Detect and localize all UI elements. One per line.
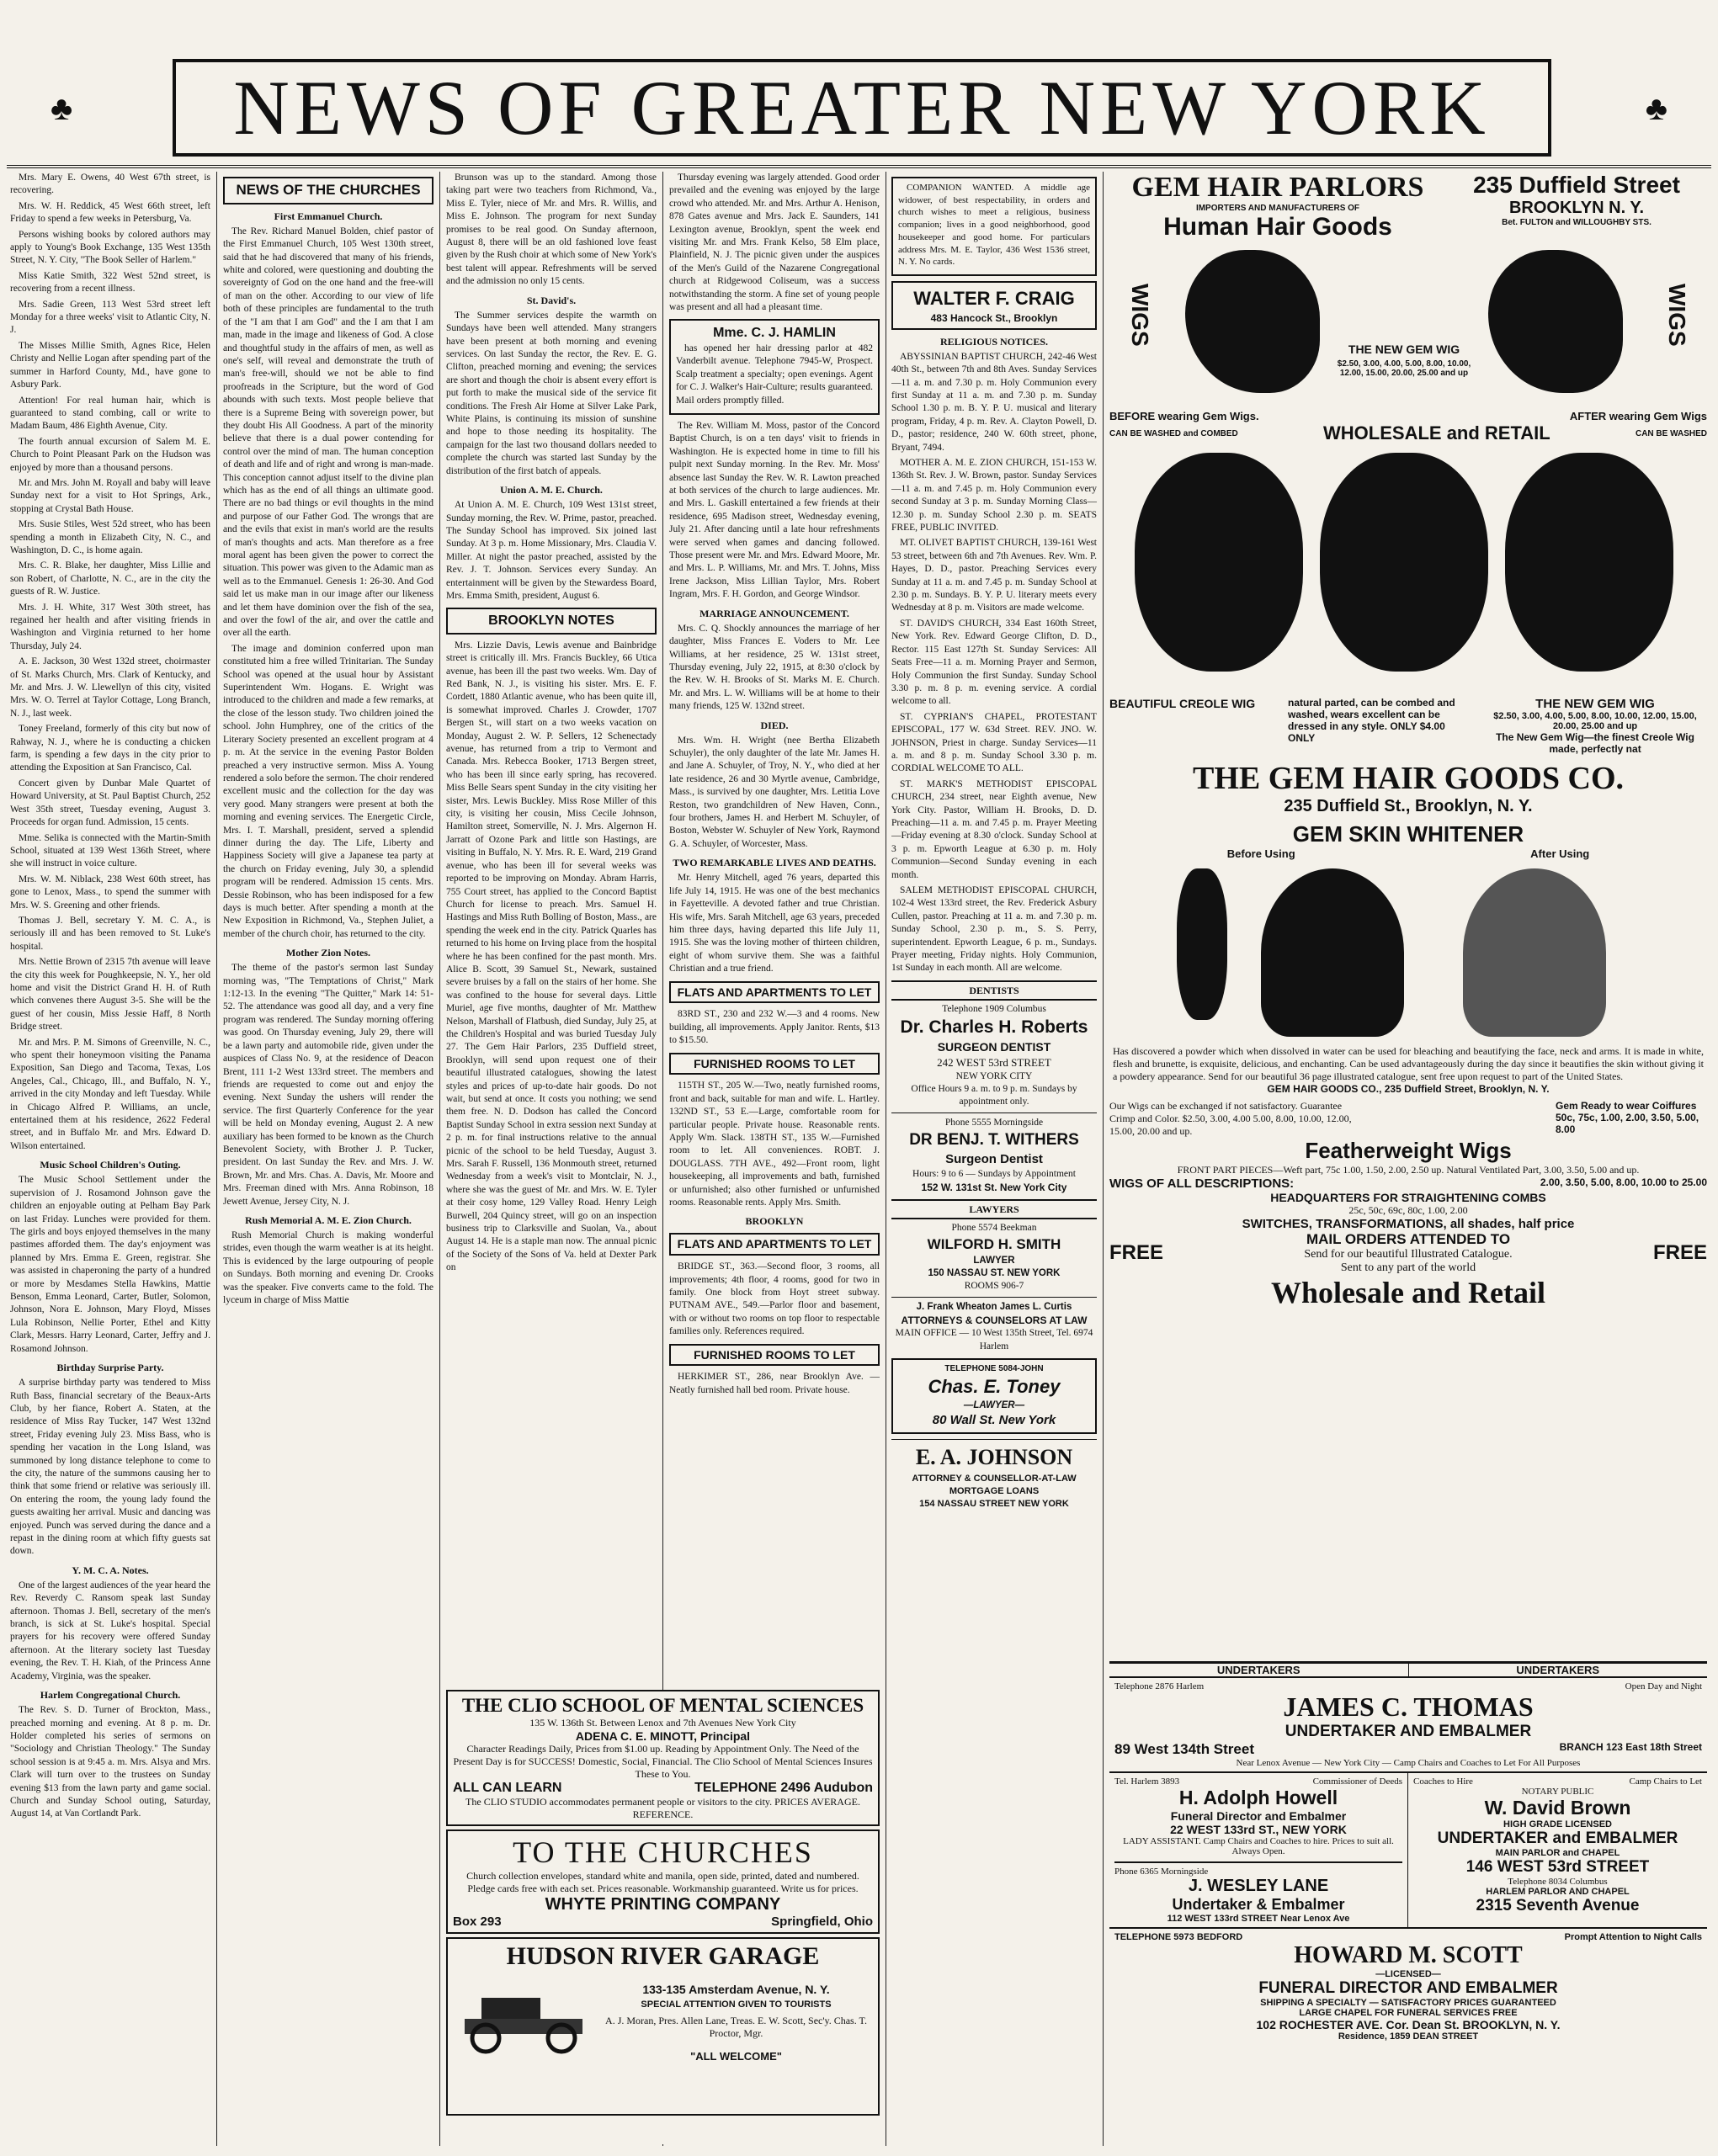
howell-top (1114, 1776, 1402, 1787)
local-news-items (10, 172, 210, 1153)
section-heading: LAWYERS (891, 1199, 1097, 1219)
news-item: Mr. and Mrs. P. M. Simons of Greenville, N. C., who spent their honeymoon visiting the Panama Exposition, San Diego and Tacoma, Texas, Los Angeles, Cal., Chicago, Ill., and Buffalo, N. Y., arrived in the city Monday and left Tuesday. While in Chicago Alfred P. Williams, an uncle, entertained them at his residence, 2622 Federal street, and in Buffalo Mr. and Mrs. Edward D. Wilson entertained. (10, 1037, 210, 1151)
scott-address: 102 ROCHESTER AVE. Cor. Dean St. BROOKLYN, N. Y. (1256, 2018, 1561, 2031)
hamlin-ad (669, 319, 880, 414)
lawyer-title: ATTORNEY & COUNSELLOR-AT-LAW (912, 1474, 1077, 1484)
lawyer-smith-ad (891, 1222, 1097, 1293)
mail-orders: MAIL ORDERS ATTENDED TO (1306, 1231, 1511, 1247)
classified-text: 115TH ST., 205 W.—Two, neatly furnished rooms, front and back, suitable for man and wife. L. Hartley. 132ND ST., 53 E.—Large, comfortable room for particular people. Private house. Reasonable rents. Apply Wm. Slack. 138TH ST., 135 W.—Furnished room to let. All conveniences. ROBT. J. DOUGLASS. 7TH AVE., 492—Front room, light housekeeping, all improvements and bath, furnished or unfurnished; also other furnished or unfurnished rooms. Reasonable rents. Apply Mrs. Smith. (669, 1081, 880, 1208)
undertakers-heading-row (1109, 1664, 1707, 1678)
article-text: One of the largest audiences of the year heard the Rev. Reverdy C. Ransom speak last Sunday afternoon. Thomas J. Bell, secretary of the men's branch, is sick at St. Luke's hospital. Special prayers for his recovery were offered Sunday afternoon. At the literary society last Tuesday evening, the Rev. T. H. Kiah, of the Princess Anne Academy, Virginia, was the speaker. (10, 1580, 210, 1681)
craig-address: 483 Hancock St., Brooklyn (930, 311, 1058, 324)
companion-wanted (891, 177, 1097, 276)
article-heading: Y. M. C. A. Notes. (72, 1564, 149, 1576)
brooklyn-notes-title: BROOKLYN NOTES (488, 613, 614, 629)
wholesale-retail: Wholesale and Retail (1270, 1276, 1545, 1309)
front-part-pieces: FRONT PART PIECES—Weft part, 75c 1.00, 1.50, 2.00, 2.50 up. Natural Ventilated Part, 3.00, 3.50, 5.00 and up. (1177, 1164, 1640, 1176)
lawyer-telephone: TELEPHONE 5084-JOHN (944, 1364, 1044, 1374)
all-descriptions-label: WIGS OF ALL DESCRIPTIONS: (1109, 1176, 1295, 1191)
whyte-printing: WHYTE PRINTING COMPANY (545, 1895, 781, 1914)
article-text: Mrs. C. Q. Shockly announces the marriage of her daughter, Miss Frances E. Voders to Mr. Lee Williams, at her residence, 25 W. 131st street, Thursday evening, July 22, 1915, at 8:30 o'clock by the Rev. W. H. Brooks of St. Marks M. E. Church. Mr. and Mrs. L. W. Williams will be at home to their many friends, 125 W. 132nd street. (669, 623, 880, 712)
article-heading: DIED. (760, 719, 789, 731)
gem-skin-whitener: GEM SKIN WHITENER (1292, 821, 1524, 847)
hudson-garage-ad (446, 1937, 880, 2116)
howell-address: 22 WEST 133rd ST., NEW YORK (1170, 1823, 1347, 1836)
article-heading: St. David's. (526, 294, 577, 306)
before-using-label: Before Using (1226, 847, 1295, 860)
gem-company: THE GEM HAIR GOODS CO. (1193, 761, 1624, 796)
article-text: Mr. Henry Mitchell, aged 76 years, departed this life July 14, 1915. He was one of the best mechanics in Fayetteville. A devoted father and true Christian. His wife, Mrs. Sarah Mitchell, age 63 years, preceded him three days, having departed this life July 11, 1915. She was the loving mother of thirteen children, eight of whom survive them. She was a faithful Christian and a true friend. (669, 873, 880, 974)
dentist-name: DR BENJ. T. WITHERS (909, 1131, 1079, 1150)
wig-profile-icon (1185, 250, 1320, 393)
new-gem-wig-label: THE NEW GEM WIG (1535, 697, 1655, 711)
gem-city: BROOKLYN N. Y. (1508, 199, 1645, 217)
thomas-open: Open Day and Night (1625, 1681, 1702, 1691)
comb-prices: 25c, 50c, 69c, 80c, 1.00, 2.00 (1348, 1204, 1468, 1216)
article-heading: Mother Zion Notes. (285, 947, 371, 959)
brown-name: W. David Brown (1484, 1797, 1631, 1819)
creole-wig-icon (1505, 453, 1673, 672)
masthead-rule (7, 165, 1711, 168)
lawyer-title: ATTORNEYS & COUNSELORS AT LAW (901, 1314, 1088, 1327)
thomas-note: Near Lenox Avenue — New York City — Camp Chairs and Coaches to Let For All Purposes (1236, 1758, 1581, 1768)
undertakers-left (1109, 1773, 1408, 1927)
column-1 (10, 172, 210, 2146)
wholesale-row (1109, 422, 1707, 444)
brown-notary: NOTARY PUBLIC (1521, 1787, 1594, 1797)
classified-text: 83RD ST., 230 and 232 W.—3 and 4 rooms. New building, all improvements. Apply Janitor. Rents, $13 to $15.50. (669, 1009, 880, 1046)
dentist-telephone: Telephone 1909 Columbus (942, 1003, 1046, 1014)
creole-title: BEAUTIFUL CREOLE WIG (1109, 697, 1256, 710)
craig-ad (891, 281, 1097, 330)
classified-title: FURNISHED ROOMS TO LET (694, 1347, 855, 1362)
garage-welcome: "ALL WELCOME" (690, 2050, 782, 2063)
garage-title: HUDSON RIVER GARAGE (506, 1942, 820, 1970)
lawyer-name: E. A. JOHNSON (915, 1445, 1073, 1470)
new-gem-wig-prices: $2.50, 3.00, 4.00, 5.00, 8.00, 10.00, 12.00, 15.00, 20.00, 25.00 and up (1493, 711, 1697, 731)
straightening-combs: HEADQUARTERS FOR STRAIGHTENING COMBS (1270, 1191, 1546, 1204)
hamlin-name: Mme. C. J. HAMLIN (713, 326, 836, 341)
lawyer-address: 150 NASSAU ST. NEW YORK (928, 1267, 1061, 1278)
brown-ad (1408, 1773, 1707, 1927)
clio-all-can-learn: ALL CAN LEARN (453, 1781, 562, 1795)
clio-text: Character Readings Daily, Prices from $1.00 up. Reading by Appointment Only. The Need of the Present Day is for SUCCESS! Domestic, Social, Financial. The Clio School of Mental Sciences Insures These to You. (453, 1743, 873, 1780)
new-wig-caption (1483, 697, 1707, 755)
news-item: Toney Freeland, formerly of this city but now of Rahway, N. J., where he is conducting a chicken farm, is spending a few days in the city prior to attending the Exposition at San Francisco, Cal. (10, 724, 210, 773)
thomas-telephone: Telephone 2876 Harlem (1114, 1681, 1205, 1691)
news-item: Mrs. C. R. Blake, her daughter, Miss Lillie and son Robert, of Charlotte, N. C., are in the city the guests of R. W. Justice. (10, 560, 210, 597)
lane-title: Undertaker & Embalmer (1172, 1896, 1345, 1913)
thomas-address: 89 West 134th Street (1114, 1741, 1254, 1757)
gem-title-block (1109, 172, 1446, 242)
gem-title: GEM HAIR PARLORS (1131, 172, 1424, 203)
skin-before-after (1109, 847, 1707, 860)
brooklyn-notes-box (446, 608, 657, 634)
wig-illustration-row (1109, 242, 1707, 410)
classified-box (669, 981, 880, 1004)
article-heading: Union A. M. E. Church. (500, 484, 603, 497)
free-label: FREE (1652, 1241, 1707, 1264)
bottom-ads (446, 1690, 880, 2144)
howell-name: H. Adolph Howell (1178, 1787, 1338, 1808)
wigs-label: WIGS (1127, 284, 1153, 347)
lawyer-toney-ad (891, 1358, 1097, 1434)
scott-name: HOWARD M. SCOTT (1294, 1942, 1523, 1968)
classified-box (669, 1053, 880, 1075)
howell-title: Funeral Director and Embalmer (1170, 1809, 1347, 1823)
washed-label: CAN BE WASHED (1635, 428, 1707, 438)
lawyer-johnson-ad (891, 1439, 1097, 1510)
article-heading: Birthday Surprise Party. (56, 1362, 164, 1374)
dentist-hours: Office Hours 9 a. m. to 9 p. m. Sundays by appointment only. (911, 1084, 1077, 1107)
garage-officers: A. J. Moran, Pres. Allen Lane, Treas. E. W. Scott, Sec'y. Chas. T. Proctor, Mgr. (605, 2015, 867, 2039)
undertakers-heading: UNDERTAKERS (1216, 1664, 1300, 1676)
lane-ad (1114, 1861, 1402, 1924)
thomas-top (1114, 1681, 1702, 1691)
gem-address-block (1446, 172, 1707, 227)
religious-notice: MOTHER A. M. E. ZION CHURCH, 151-153 W. 136th St. Rev. J. W. Brown, pastor. Sunday Services—11 a. m. and 7.45 p. m. Holy Communion every second Sunday at 3 p. m. Sunday Morning Class—12.30 p. m. Sunday School 2.30 p. m. SEATS FREE, PUBLIC INVITED. (891, 458, 1097, 534)
clio-principal: ADENA C. E. MINOTT, Principal (575, 1729, 751, 1743)
news-item: Mrs. W. H. Reddick, 45 West 66th street, left Friday to spend a few weeks in Petersburg, Va. (10, 200, 210, 225)
mail-order-row (1109, 1231, 1707, 1275)
lawyer-telephone: Phone 5574 Beekman (951, 1223, 1037, 1234)
churches-printing-ad (446, 1829, 880, 1934)
gem-company-address: 235 Duffield St., Brooklyn, N. Y. (1284, 797, 1533, 815)
column-rule (216, 172, 217, 2146)
news-item: The fourth annual excursion of Salem M. E. Church to Point Pleasant Park on the Hudson was enjoyed by more than a thousand persons. (10, 436, 210, 473)
classified-text: HERKIMER ST., 286, near Brooklyn Ave. —Neatly furnished hall bed room. Private house. (669, 1372, 880, 1395)
dentist-telephone: Phone 5555 Morningside (944, 1117, 1044, 1128)
dentist-title: SURGEON DENTIST (937, 1040, 1051, 1054)
clio-telephone: TELEPHONE 2496 Audubon (694, 1781, 873, 1795)
brown-licensed: HIGH GRADE LICENSED (1503, 1819, 1612, 1829)
companion-text: COMPANION WANTED. A middle age widower, of best respectability, in orders and church wishes to meet a religious, business companion; lives in a good neighborhood, good housekeeper and good home. For particulars address Mrs. M. E. Taylor, 436 West 1536 street, N. Y. No cards. (898, 183, 1090, 268)
classified-title: FLATS AND APARTMENTS TO LET (677, 1237, 872, 1251)
craig-name: WALTER F. CRAIG (913, 288, 1075, 310)
article-text: Mrs. Wm. H. Wright (nee Bertha Elizabeth Schuyler), the only daughter of the late Mr. James H. and Jane A. Schuyler, of Troy, N. Y., who died at her late residence, 26 and 30 Myrtle avenue, Cambridge, Mass., is survived by one daughter, Mrs. Letitia Love Reston, two grandchildren of New Haven, Conn., four brothers, James H. and Herbert M. Schuyler, of Boston, Webster W. Schuyler of New York, Raymond G. A. Schuyler, of Worcester, Mass. (669, 735, 880, 849)
religious-notice: MT. OLIVET BAPTIST CHURCH, 139-161 West 53 street, between 6th and 7th Avenues. Rev. Wm. P. Hayes, D. D., pastor. Preaching Services every Sunday at 11 a. m. and 7.45 p. m. Sunday School at 2.30 p. m. Sundays. B. Y. P. U. literary meets every Wednesday at 8 p. m. Visitors are made welcome. (891, 538, 1097, 613)
news-item: Mrs. Sadie Green, 113 West 53rd street left Monday for a three weeks' visit to Atlantic City, N. J. (10, 299, 210, 336)
whyte-footer (453, 1914, 873, 1929)
lawyer-names: J. Frank Wheaton James L. Curtis (916, 1301, 1072, 1312)
mail-catalogue: Send for our beautiful Illustrated Catalogue. (1304, 1248, 1513, 1261)
religious-notice: SALEM METHODIST EPISCOPAL CHURCH, 102-4 West 133rd street, the Rev. Frederick Asbury Cullen, pastor. Preaching at 11 a. m. and 7.30 p. m. Sunday School, 2.30 p. m., S. S. Perry, superintendent. Epworth League, 6 p. m., Sundays. Prayer meeting, Friday nights. Holy Communion, 1st Sunday in each month. All are welcome. (891, 885, 1097, 974)
news-item: Mrs. Susie Stiles, West 52d street, who has been spending a month in Elizabeth City, N. C., and Washington, D. C., is home again. (10, 519, 210, 555)
classified-title: FLATS AND APARTMENTS TO LET (677, 985, 872, 999)
article-text: The Summer services despite the warmth on Sundays have been well attended. Many strangers have been present at both morning and evening services. On last Sunday the rector, the Rev. E. G. Clifton, preached morning and evening; the services are short and though the choir is absent every effort is put forth to make the musical side of the service fit conditions. The Fresh Air Home at Silver Lake Park, White Plains, is continuing its mission of sunshine and hope to those needing its hospitality. The campaign for the last two thousand dollars needed to complete the church was started last Sunday by the distribution of the first batch of appeals. (446, 310, 657, 476)
thomas-ad (1109, 1678, 1707, 1773)
exchange-row (1109, 1100, 1707, 1138)
gem-header (1109, 172, 1707, 242)
scott-chapel: LARGE CHAPEL FOR FUNERAL SERVICES FREE (1299, 2008, 1518, 2018)
mail-order-text (1304, 1231, 1512, 1275)
brown-address: 146 WEST 53rd STREET (1465, 1858, 1650, 1876)
thomas-title: UNDERTAKER AND EMBALMER (1285, 1723, 1532, 1740)
lawyer-title: LAWYER (973, 1255, 1015, 1266)
brown-coaches: Coaches to Hire (1413, 1776, 1473, 1787)
article-heading: First Emmanuel Church. (274, 210, 383, 222)
scott-top (1114, 1932, 1702, 1942)
clover-ornament-icon: ♣ (1645, 89, 1667, 127)
dentist-roberts-ad (891, 1003, 1097, 1109)
gem-goods: Human Hair Goods (1163, 213, 1392, 241)
washed-label: CAN BE WASHED and COMBED (1109, 428, 1238, 438)
article-text: At Union A. M. E. Church, 109 West 131st street, Sunday morning, the Rev. W. Prime, pastor, preached. The Sunday School has improved. Six joined last Sunday. At 3 p. m. Home Missionary, Mrs. Claudia V. Miller. At night the pastor preached, assisted by the Rev. J. T. Johnson. Services every Sunday. An entertainment will be given by the Stewardess Board, Mrs. Emma Smith, president, August 6. (446, 500, 657, 601)
thomas-branch: BRANCH 123 East 18th Street (1559, 1741, 1702, 1753)
article-text: The Rev. William M. Moss, pastor of the Concord Baptist Church, is on a ten days' visit to friends in Washington. He is expected home in time to fill his pulpit next Sunday morning. In the Rev. Mr. Moss' absence last Sunday the Rev. W. R. Lawton preached at both services of the church to large audiences. Mr. and Mrs. L. Gaskill entertained a few friends at their residence, 695 Madison street, Wednesday evening, July 21. After dancing until a late hour refreshments were served when games and dancing followed. Those present were Mr. and Mrs. Edward Moore, Mr. and Mrs. L. P. Williams, Mr. and Mrs. T. Johns, Miss Irene Jackson, Miss Lillian Taylor, Mrs. Robert Ingram, Mrs. F. H. Gordon, and George Windsor. (669, 420, 880, 600)
clio-footer (453, 1781, 873, 1796)
mail-world: Sent to any part of the world (1340, 1261, 1476, 1274)
scott-prompt: Prompt Attention to Night Calls (1564, 1932, 1702, 1942)
column-rule (439, 172, 440, 2146)
clio-studio: The CLIO STUDIO accommodates permanent people or visitors to the city. PRICES AVERAGE. REFERENCE. (465, 1796, 860, 1820)
dentist-address: 242 WEST 53rd STREET (937, 1056, 1051, 1070)
undertakers-heading: UNDERTAKERS (1408, 1664, 1708, 1676)
before-label: BEFORE wearing Gem Wigs. (1109, 410, 1259, 422)
dentist-city: NEW YORK CITY (955, 1070, 1033, 1081)
wigs-label: WIGS (1664, 284, 1690, 347)
finest-creole-text: The New Gem Wig—the finest Creole Wig made, perfectly nat (1496, 731, 1694, 755)
article-heading: TWO REMARKABLE LIVES AND DEATHS. (673, 857, 876, 869)
news-item: Thomas J. Bell, secretary Y. M. C. A., is seriously ill and has been removed to St. Luke's hospital. (10, 915, 210, 952)
news-item: Concert given by Dunbar Male Quartet of Howard University, at St. Paul Baptist Church, 252 West 35th street, Tuesday evening, August 3. Proceeds for organ fund. Admission, 15 cents. (10, 778, 210, 828)
article-heading: Harlem Congregational Church. (40, 1689, 181, 1702)
column-5 (891, 172, 1097, 2146)
religious-notice: ST. CYPRIAN'S CHAPEL, PROTESTANT EPISCOPAL, 177 W. 63d Street. REV. JNO. W. JOHNSON, Priest in charge. Sunday Services—11 a. m. and 8 p. m. Sunday School 3.30 p. m. CORDIAL WELCOME TO ALL. (891, 711, 1097, 774)
gem-hair-ad (1109, 172, 1707, 1654)
featherweight-wigs: Featherweight Wigs (1305, 1138, 1512, 1163)
lawyer-address: MAIN OFFICE — 10 West 135th Street, Tel. 6974 Harlem (895, 1328, 1093, 1351)
clio-title: THE CLIO SCHOOL OF MENTAL SCIENCES (461, 1695, 864, 1716)
wig-profile-icon (1488, 250, 1623, 393)
lane-name: J. WESLEY LANE (1188, 1877, 1329, 1895)
scott-shipping: SHIPPING A SPECIALTY — SATISFACTORY PRICES GUARANTEED (1260, 1998, 1556, 2008)
article-text: The Rev. S. D. Turner of Brockton, Mass., preached morning and evening. At 8 p. m. Dr. Holder completed his series of sermons on "Sociology and Christian Theology." The Sunday school session is at 9:45 a. m. Mrs. Alsya and Mrs. Clark will turn over to the trustees on Sunday evening $13 from the lawn party and game social. Church and Sunday School outing, Saturday, August 14, at Van Cortlandt Park. (10, 1705, 210, 1819)
creole-wig-icon (1320, 453, 1488, 672)
lawyer-subtitle: MORTGAGE LOANS (949, 1485, 1040, 1496)
switches-line: SWITCHES, TRANSFORMATIONS, all shades, half price (1242, 1217, 1575, 1231)
portrait-before-icon (1261, 868, 1404, 1037)
creole-description: natural parted, can be combed and washed, wears excellent can be dressed in any style. ONLY $4.00 ONLY (1288, 697, 1455, 744)
brown-main: MAIN PARLOR and CHAPEL (1495, 1848, 1620, 1858)
article-text: The theme of the pastor's sermon last Sunday morning was, "The Temptations of Christ," Mark 1:12-13. In the evening "The Quitter," Mark 14: 51-52. The attendance was good all day, and a very fine program was rendered. The Sunday morning offering was good. On Thursday evening, July 29, there will be a lawn party and automobile ride, given under the auspices of Class No. 9, at the residence of Deacon Brent, 111 1-2 West 133rd street. The members and friends are requested to come out and enjoy the evening. Next Sunday the ushers will render the service. The first Quarterly Conference for the year will be held on Monday evening, August 2. A new auxiliary has been formed to be known as the Church Benevolent Society, with Brother J. P. Tucker, president. On last Sunday the Rev. and Mrs. J. W. Brown, Mr. and Mrs. Chas. A. Davis, Mr. Moore and Mrs. Freeman dined with Mrs. Anna Robinson, 18 Jewett Avenue, Jersey City, N. J. (223, 963, 433, 1207)
undertakers-section (1109, 1661, 1707, 2147)
article-heading: Music School Children's Outing. (40, 1159, 181, 1171)
article-text: Mrs. Lizzie Davis, Lewis avenue and Bainbridge street is critically ill. Mrs. Francis Buckley, 66 Utica avenue, has been ill the past two weeks. Wm. Day of Red Bank, N. J., is visiting his sister. Mrs. E. F. Cordett, 1880 Atlantic avenue, who has been quite ill, is somewhat improved. Charles J. Crowder, 1707 Bergen St., will start on a two weeks vacation on Monday, August 2. W. P. Sellers, 12 Schenectady avenue, has returned from a trip to Vermont and Canada. Mrs. Rebecca Booker, 1713 Bergen street, who has been ill since early spring, has recovered. Miss Belle Sears spent Sunday in the city visiting her sister, Mrs. Lewis Buckley. Miss Rose Miller of this city, is visiting her cousin, Miss Cecile Johnson, Hamilton street, Somerville, N. J. Mrs. Algernon H. Jarratt of Ozone Park and little son Hastings, are visiting in Buffalo, N. Y. Mrs. R. E. Ward, 219 Grand avenue, who has been ill for several weeks was reported to be improving on Monday. Abram Harris, 755 Court street, has applied to the Concord Baptist Church for license to preach. Mrs. Samuel H. Hastings and Miss Ruth Bolling of Boston, Mass., are spending the week end in the city. Patrick Quarles has returned to his home on Irving place from the hospital where he has been confined for the past month. Mrs. Alice B. Scott, 39 Samuel St., Newark, sustained severe bruises by a fall on the stairs of her home. She was confined to the house for several days. Little Muriel, age five months, daughter of Mr. Matthew Nelson, Marshall of Flatbush, died Sunday, July 25, at the Children's Hospital and was buried Tuesday July 27. The Gem Hair Parlors, 235 Duffield street, Brooklyn, will send upon request one of their beautiful illustrated catalogues, showing the latest styles and prices of up-to-date hair goods. Do not wait, but send at once. It costs you nothing; we send them free. N. D. Dodson has called the Concord Baptist Sunday School in extra session next Sunday at 2 p. m. for final instructions relative to the annual picnic of the school to be held Tuesday, August 3. Mrs. Sarah F. Russell, 136 Monmouth street, returned Wednesday from a week's visit to Montclair, N. J., where she was the guest of Mr. and Mrs. W. E. Tyler at their cosy home, 129 Valley Road. Henry Leigh Burwell, 204 Quincy street, will go on an inspection business trip to Clarksville and Suolan, Va., about August 14. He is a staple man now. The annual picnic of the Society of the Sons of Va. held at Dexter Park on (446, 640, 657, 1273)
brown-harlem: HARLEM PARLOR AND CHAPEL (1486, 1887, 1630, 1897)
lawyer-name: Chas. E. Toney (928, 1376, 1061, 1398)
news-item: Mrs. W. M. Niblack, 238 West 60th street, has gone to Lenox, Mass., to spend the summer with Mrs. W. S. Greening and other friends. (10, 874, 210, 911)
section-heading: RELIGIOUS NOTICES. (939, 335, 1049, 348)
article-text: Thursday evening was largely attended. Good order prevailed and the evening was enjoyed by the large crowd who attended. Mr. and Mrs. Arthur A. Henison, 878 Gates avenue and Mrs. Jack E. Saunders, 141 Lexington avenue, Brooklyn, spent the week end visiting Mr. and Mrs. Frank Kelso, 58 Elm place, Plainfield, N. J. The picnic given under the auspices of the Men's Guild of the Nazarene Congregational church at Ridgewood Coliseum, was a success notwithstanding the storm. A fine set of young people was present and all had a pleasant time. (669, 173, 880, 313)
lawyer-address: 154 NASSAU STREET NEW YORK (919, 1498, 1069, 1509)
dentist-name: Dr. Charles H. Roberts (900, 1017, 1088, 1038)
brown-address: 2315 Seventh Avenue (1476, 1897, 1640, 1914)
lane-address: 112 WEST 133rd STREET Near Lenox Ave (1167, 1914, 1350, 1924)
classified-box (669, 1344, 880, 1367)
dentist-hours: Hours: 9 to 6 — Sundays by Appointment (912, 1168, 1076, 1179)
scott-residence: Residence, 1859 DEAN STREET (1338, 2031, 1479, 2042)
lawyer-wheaton-ad (891, 1297, 1097, 1353)
new-gem-wig-prices: $2.50, 3.00, 4.00, 5.00, 8.00, 10.00, 12.00, 15.00, 20.00, 25.00 and up (1337, 359, 1471, 378)
column-3 (446, 172, 657, 1685)
classified-text: BRIDGE ST., 363.—Second floor, 3 rooms, all improvements; 4th floor, 4 rooms, good for two in family. One block from Hoyt street subway. PUTNAM AVE., 549.—Parlor floor and basement, with or without two rooms on top floor to respectable families only. References required. (669, 1261, 880, 1337)
exchange-text: Our Wigs can be exchanged if not satisfactory. Guarantee Crimp and Color. $2.50, 3.00, 4.00 5.00, 8.00, 10.00, 12.00, 15.00, 20.00 and up. (1109, 1100, 1352, 1137)
gem-between: Bet. FULTON and WILLOUGHBY STS. (1502, 218, 1652, 227)
all-descriptions-prices: 2.00, 3.50, 5.00, 8.00, 10.00 to 25.00 (1540, 1176, 1707, 1188)
free-label: FREE (1109, 1241, 1164, 1264)
lawyer-name: WILFORD H. SMITH (927, 1235, 1061, 1252)
news-item: Mme. Selika is connected with the Martin-Smith School, situated at 139 West 136th Street, where she will instruct in voice culture. (10, 832, 210, 869)
lawyer-rooms: ROOMS 906-7 (964, 1281, 1024, 1292)
churches-text: Church collection envelopes, standard white and manila, open side, printed, dated and numbered. Pledge cards free with each set. Prices reasonable. Workmanship guaranteed. Write us for prices. (466, 1870, 859, 1894)
news-item: Mrs. J. H. White, 317 West 30th street, has regained her health and after visiting friends in Washington and Virginia returned to her home Thursday, July 24. (10, 602, 210, 651)
news-item: The Misses Millie Smith, Agnes Rice, Helen Christy and Nellie Logan after spending part of the summer in Harford County, Md., have gone to Asbury Park. (10, 340, 210, 390)
news-item: Mrs. Nettie Brown of 2315 7th avenue will leave the city this week for Poughkeepsie, N. Y., her old home and visit the District Grand H. H. of Ruth which convenes there August 3-5. She will be the guest of her cousin, Miss Jessie Haff, 8 North Bridge street. (10, 957, 210, 1033)
whyte-box: Box 293 (453, 1914, 502, 1929)
column-rule (1103, 172, 1104, 2146)
all-descriptions-row (1109, 1176, 1707, 1191)
new-gem-wig-label: THE NEW GEM WIG (1348, 343, 1460, 356)
article-text: Rush Memorial Church is making wonderful strides, even though the warm weather is at its height. This is evidenced by the large outpouring of people on Sundays. Both morning and evening Dr. Crooks was the speaker. Five converts came to the fold. The lyceum in charge of Miss Mattie (223, 1230, 433, 1306)
news-item: Mrs. Mary E. Owens, 40 West 67th street, is recovering. (10, 173, 210, 196)
portrait-after-icon (1463, 868, 1606, 1037)
article-heading: BROOKLYN (745, 1215, 804, 1228)
section-heading: DENTISTS (891, 980, 1097, 1001)
garage-info (599, 1983, 873, 2063)
news-item: Mr. and Mrs. John M. Royall and baby will leave Sunday next for a visit to Hot Springs, Ark., stopping at Crystal Bath House. (10, 477, 210, 514)
article-text: A surprise birthday party was tendered to Miss Ruth Bass, financial secretary of the Beaux-Arts Club, by her fiance, Robert A. Staten, at the residence of Miss Ray Tucker, 147 West 132nd street, Friday evening July 23. Miss Bass, who is spending her vacation in the Long Island, was summoned by long distance telephone to come to the city, the nature of the summons causing her to think that some friend or relative was seriously ill. On entering the room, the young lady found the guests awaiting her arrival. Music and dancing was enjoyed. Punch was served during the dance and a repast in the dining room at which fifty guests sat down. (10, 1378, 210, 1557)
religious-notice: ST. DAVID'S CHURCH, 334 East 160th Street, New York. Rev. Edward George Clifton, D. D., Rector. 115 East 127th St. Sunday Services: All Seats Free—11 a. m. Morning Prayer and Sermon, Holy Communion the first Sunday. Sunday School 3.30 p. m. 8 p. m. evening service. A cordial welcome to all. (891, 618, 1097, 707)
skin-whitener-address: GEM HAIR GOODS CO., 235 Duffield Street, Brooklyn, N. Y. (1267, 1083, 1550, 1095)
wholesale-label: WHOLESALE and RETAIL (1323, 422, 1550, 443)
column-2 (223, 172, 433, 2146)
churches-header-box (223, 177, 433, 204)
dentist-withers-ad (891, 1113, 1097, 1194)
brown-telephone: Telephone 8034 Columbus (1508, 1877, 1608, 1887)
automobile-icon (456, 1981, 591, 2057)
clio-address: 135 W. 136th St. Between Lenox and 7th Avenues New York City (529, 1717, 796, 1729)
dentist-title: Surgeon Dentist (945, 1151, 1043, 1166)
brown-top (1413, 1776, 1702, 1787)
article-text: The Rev. Richard Manuel Bolden, chief pastor of the First Emmanuel Church, 105 West 130th street, said that he had discovered that many of his friends, white and colored, were questioning and doubting the sovereignty of God on the one hand and the free-will of man on the other. According to our view of life both of these principles are fundamental to the truth of the "I am that I am God" and the I am that I am man, made in the image and likeness of God. A close and thoughtful study in the affairs of men, as well as one's self, will reveal and demonstrate the truth of man's free-will, should we not be able to find proofreads in the Scripture, but the word of God abounds with such texts. Most people believe that there is a Supreme Being with sovereign power, but they doubt His All Goodness. A part of the minority believe that there is a dual power contending for control over the mind of man. The human conception of death and life and of right and wrong is man-made. This conception cannot adjust itself to the divine plan which has as the end of all things an ultimate good. There are no bad things or evil thoughts in the mind and purpose of our Father God. The wrongs that are and the evils that exist in man's world are the results of man's thoughts and acts. Man therefore as a free moral agent has been given the power to correct the situation. This power was given to the Adamic man as well as to the Emmanuel. Genesis 1: 26-30. And God said let us make man in our image after our likeness and let them have dominion over the fish of the sea, and over the fowl of the air, and over the cattle and over all the earth. (223, 226, 433, 639)
garage-special: SPECIAL ATTENTION GIVEN TO TOURISTS (641, 1999, 832, 2010)
creole-captions (1109, 697, 1707, 755)
skin-portraits (1109, 860, 1707, 1045)
scott-licensed: —LICENSED— (1375, 1969, 1441, 1979)
after-label: AFTER wearing Gem Wigs (1569, 410, 1707, 422)
news-item: Miss Katie Smith, 322 West 52nd street, is recovering from a recent illness. (10, 270, 210, 295)
undertakers-lower (1109, 1773, 1707, 1927)
lawyer-title: —LAWYER— (963, 1399, 1025, 1410)
coiffure-prices: Gem Ready to wear Coiffures 50c, 75c, 1.00, 2.00, 3.50, 5.00, 8.00 (1556, 1100, 1699, 1135)
scott-ad (1109, 1927, 1707, 2045)
news-item: Persons wishing books by colored authors may apply to Young's Book Exchange, 135 West 135th Street, N. Y. City, "The Book Seller of Harlem." (10, 229, 210, 266)
creole-caption (1109, 697, 1278, 755)
hair-switch-icon (1177, 868, 1227, 1020)
skin-whitener-text: Has discovered a powder which when dissolved in water can be used for bleaching and beautifying the face, neck and arms. It is made in white, flesh and brunette, is exquisite, delicious, and enchanting. Can be used advantageously during the day since it beautifies the skin without giving it a powdery appearance. Send for our beautiful 36 page illustrated catalogue, sent free upon request to part of the United States. (1113, 1045, 1704, 1082)
brown-title: UNDERTAKER and EMBALMER (1437, 1829, 1678, 1847)
lane-telephone: Phone 6365 Morningside (1114, 1867, 1209, 1877)
creole-wig-row (1109, 444, 1707, 697)
article-text: The Music School Settlement under the supervision of J. Rosamond Johnson gave the children an enjoyable outing at Pelham Bay Park on last Friday. Lunches were provided for them. The girls and boys enjoyed themselves in the many pastimes afforded them. The day's enjoyment was planned by Mrs. Emma E. Green, registrar. She was assisted in chaperoning the party of a hundred or more by Mesdames Stella Hawkins, Mattie Benson, Emma Leonard, Carter, Butler, Solomon, Johnson, Nora E. Johnson, Mary Floyd, Misses Lula Robinson, Nellie Porter, Ethel and Kitty Clark, Messrs. Harry Leonard, Carter, Jeffry and J. Rosamond Johnson. (10, 1175, 210, 1354)
before-after-row (1109, 410, 1707, 422)
churches-header: NEWS OF THE CHURCHES (236, 182, 421, 198)
thomas-address-row (1114, 1741, 1702, 1758)
religious-notice: ABYSSINIAN BAPTIST CHURCH, 242-46 West 40th St., between 7th and 8th Aves. Sunday Services—11 a. m. and 7.30 p. m. Holy Communion every first Sunday at 11 a. m. and 7.30 p. m. Sunday School 1.30 p. m. B. Y. P. U. musical and literary program, Friday, 4 p. m. Rev. A. Clayton Powell, D. D., pastor; residence, 240 W. 60th street, phone, Bryant, 7494. (891, 351, 1097, 453)
thomas-name: JAMES C. THOMAS (1283, 1691, 1534, 1722)
news-item: A. E. Jackson, 30 West 132d street, choirmaster of St. Marks Church, Mrs. Clark of Kentucky, and Mr. and Mrs. J. W. Llewellyn of this city, visited Mrs. W. O. Terrel at Taylor Cottage, Long Branch, N. J., last week. (10, 656, 210, 719)
article-heading: Rush Memorial A. M. E. Zion Church. (245, 1213, 412, 1226)
brown-camp-chairs: Camp Chairs to Let (1629, 1776, 1702, 1787)
garage-address: 133-135 Amsterdam Avenue, N. Y. (642, 1983, 830, 1996)
whyte-city: Springfield, Ohio (771, 1914, 873, 1929)
hamlin-text: has opened her hair dressing parlor at 482 Vanderbilt avenue. Telephone 7945-W, Prospect. Scalp treatment a specialty; open evenings. Agent for C. J. Walker's Hair-Culture; results guaranteed. Mail orders promptly filled. (676, 343, 873, 406)
scott-title: FUNERAL DIRECTOR AND EMBALMER (1258, 1979, 1558, 1997)
dentist-address: 152 W. 131st St. New York City (921, 1182, 1067, 1194)
masthead-title: NEWS OF GREATER NEW YORK (233, 65, 1491, 151)
to-the-churches-title: TO THE CHURCHES (513, 1835, 813, 1869)
masthead (173, 59, 1551, 157)
article-heading: MARRIAGE ANNOUNCEMENT. (699, 607, 849, 619)
article-text: The image and dominion conferred upon man constituted him a free willed Trinitarian. The Sunday School was opened at the usual hour by Assistant Superintendent Wm. Hogans. E. Wright was introduced to the children and made a few remarks, at the close of the lesson study. Two children joined the school. John Humphrey, one of the critics of the Literary Society presented an excellent program at 4 p. m. At the service in the evening Pastor Bolden preached a very instructive sermon. Miss A. Young rendered a solo before the sermon. The choir rendered excellent music and the collection for the day was very good. Many strangers were present at both the morning and evening services. The Energetic Circle, Mrs. I. T. Marshall, president, served a splendid dinner during the day. The Life, Liberty and Happiness Society will give a Japanese tea party at the church on Friday evening, July 30, a splendid program will be rendered. Admission 15 cents. Mrs. Dessie Robinson, who has been indisposed for a few days is much better. After spending a month at the New Exposition in Richmond, Va., Stephen Juliet, a member of the church choir, has returned to the city. (223, 643, 433, 939)
lawyer-address: 80 Wall St. New York (932, 1413, 1056, 1428)
scott-telephone: TELEPHONE 5973 BEDFORD (1114, 1932, 1243, 1942)
after-using-label: After Using (1530, 847, 1590, 860)
clio-school-ad (446, 1690, 880, 1826)
howell-telephone: Tel. Harlem 3893 (1114, 1776, 1180, 1787)
news-item: Attention! For real human hair, which is guaranteed to stand combing, call or write to Madam Baum, 486 Eighth Avenue, City. (10, 395, 210, 432)
article-text: Brunson was up to the standard. Among those taking part were two teachers from Richmond, Va., Miss E. Tyler, niece of Mr. and Mrs. R. Willis, and Miss E. Johnson. The program for next Sunday promises to be real good. On Sunday afternoon, August 8, there will be an old fashioned love feast given by the Rush choir at which some of New York's best talent will appear. Refreshments will be served and the admission no only 15 cents. (446, 173, 657, 287)
religious-notice: ST. MARK'S METHODIST EPISCOPAL CHURCH, 234 street, near Eighth avenue, New York City. Pastor, William H. Brooks, D. D. Preaching—11 a. m. and 7.45 p. m. Prayer Meeting—Friday evening at 8.30 o'clock. Sunday School at 3 p. m. Epworth League at 6.30 p. m. Holy Communion—Second Sunday evening in each month. (891, 778, 1097, 880)
gem-importers: IMPORTERS AND MANUFACTURERS OF (1195, 204, 1360, 213)
howell-commissioner: Commissioner of Deeds (1312, 1776, 1402, 1787)
clover-ornament-icon: ♣ (51, 89, 73, 127)
howell-note: LADY ASSISTANT. Camp Chairs and Coaches to hire. Prices to suit all. Always Open. (1123, 1836, 1394, 1856)
creole-wig-icon (1135, 453, 1303, 672)
classified-box (669, 1233, 880, 1256)
classified-title: FURNISHED ROOMS TO LET (694, 1056, 855, 1070)
gem-street: 235 Duffield Street (1473, 172, 1680, 198)
column-4 (669, 172, 880, 1685)
